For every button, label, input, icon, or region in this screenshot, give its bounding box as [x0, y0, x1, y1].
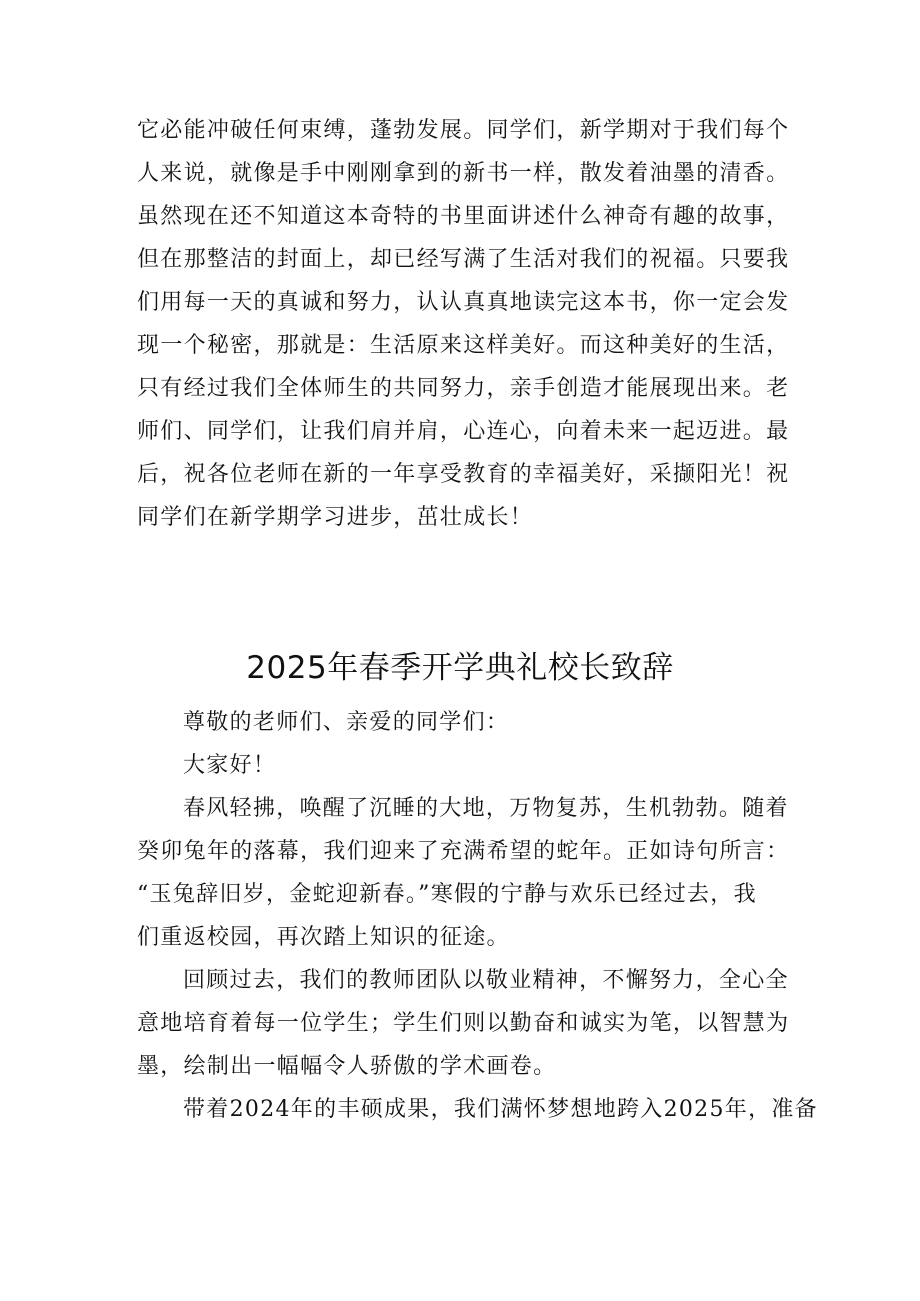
paragraph-line: 师们、同学们，让我们肩并肩，心连心，向着未来一起迈进。最 — [137, 419, 790, 444]
paragraph-3 — [137, 1088, 818, 1131]
paragraph-line: 同学们在新学期学习进步，茁壮成长！ — [137, 505, 534, 530]
paragraph-line: 回顾过去，我们的教师团队以敬业精神，不懈努力，全心全 — [183, 968, 789, 993]
paragraph-line: 们用每一天的真诚和努力，认认真真地读完这本书，你一定会发 — [137, 290, 790, 315]
paragraph-line: 癸卯兔年的落幕，我们迎来了充满希望的蛇年。正如诗句所言： — [137, 839, 790, 864]
greeting: 大家好！ — [183, 753, 277, 778]
paragraph-line: 现一个秘密，那就是：生活原来这样美好。而这种美好的生活， — [137, 333, 790, 358]
paragraph-line: 意地培育着每一位学生；学生们则以勤奋和诚实为笔，以智慧为 — [137, 1011, 790, 1036]
paragraph-line: 们重返校园，再次踏上知识的征途。 — [137, 925, 510, 950]
paragraph-2 — [137, 959, 797, 1088]
paragraph-line: 后，祝各位老师在新的一年享受教育的幸福美好，采撷阳光！祝 — [137, 462, 790, 487]
paragraph-line: 只有经过我们全体师生的共同努力，亲手创造才能展现出来。老 — [137, 376, 790, 401]
paragraph-line: 墨，绘制出一幅幅令人骄傲的学术画卷。 — [137, 1054, 557, 1079]
paragraph-line: 虽然现在还不知道这本奇特的书里面讲述什么神奇有趣的故事， — [137, 204, 790, 229]
paragraph-line: 春风轻拂，唤醒了沉睡的大地，万物复苏，生机勃勃。随着 — [183, 796, 789, 821]
paragraph-1 — [137, 787, 797, 959]
paragraph-line: 但在那整洁的封面上，却已经写满了生活对我们的祝福。只要我 — [137, 247, 790, 272]
document-title: 2025年春季开学典礼校长致辞 — [246, 650, 674, 686]
continued-paragraph — [137, 109, 797, 539]
paragraph-line: “玉兔辞旧岁，金蛇迎新春。”寒假的宁静与欢乐已经过去，我 — [137, 882, 757, 907]
salutation: 尊敬的老师们、亲爱的同学们： — [183, 710, 510, 735]
speech-body — [137, 701, 818, 1131]
paragraph-line: 它必能冲破任何束缚，蓬勃发展。同学们，新学期对于我们每个 — [137, 118, 790, 143]
paragraph-line: 人来说，就像是手中刚刚拿到的新书一样，散发着油墨的清香。 — [137, 161, 790, 186]
paragraph-line: 带着2024年的丰硕成果，我们满怀梦想地跨入2025年，准备 — [183, 1097, 818, 1122]
